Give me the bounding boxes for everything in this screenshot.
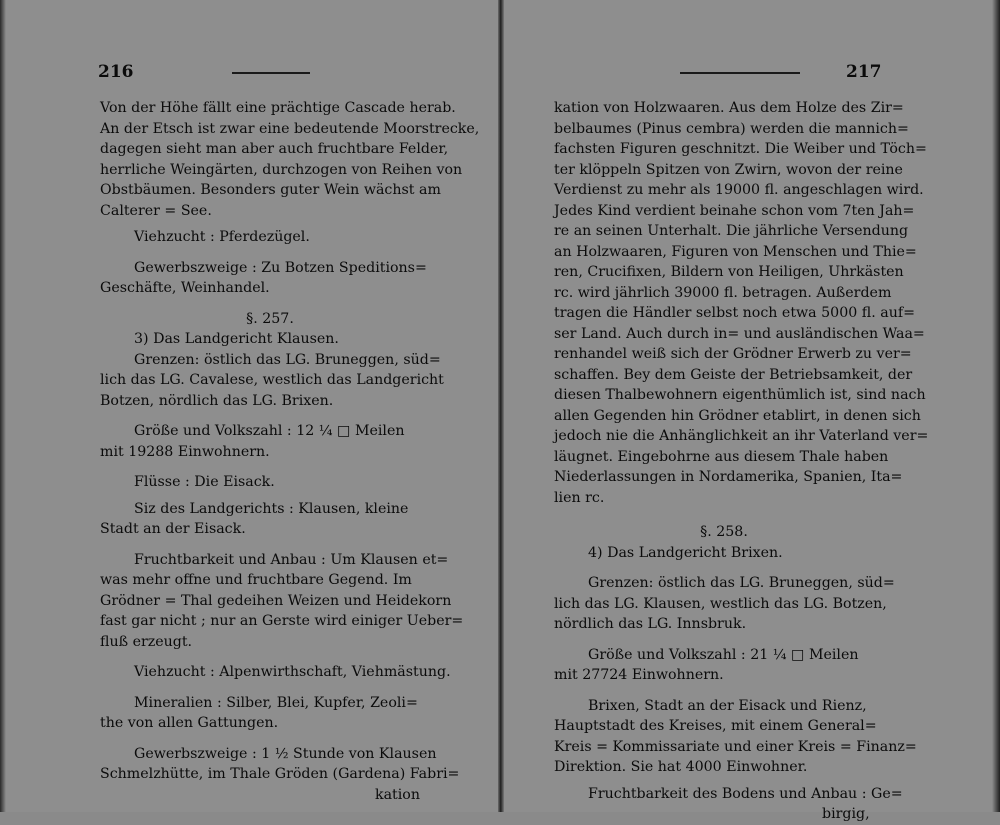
page-number-left: 216 — [98, 62, 134, 82]
text-line: herrliche Weingärten, durchzogen von Reihen von — [100, 161, 463, 178]
text-line: Größe und Volkszahl : 21 ¼ □ Meilen — [588, 646, 859, 663]
page-number-right: 217 — [846, 62, 882, 82]
text-line: kation von Holzwaaren. Aus dem Holze des Zir= — [554, 100, 904, 116]
text-line: re an seinen Unterhalt. Die jährliche Versendung — [554, 223, 909, 239]
text-line: Grenzen: östlich das LG. Bruneggen, süd= — [588, 575, 895, 591]
text-line: Hauptstadt des Kreises, mit einem General= — [554, 718, 877, 734]
text-line: Geschäfte, Weinhandel. — [100, 280, 270, 296]
text-line: Flüsse : Die Eisack. — [134, 474, 275, 490]
text-line: Fruchtbarkeit und Anbau : Um Klausen et= — [134, 551, 449, 568]
text-line: Grenzen: östlich das LG. Bruneggen, süd= — [134, 351, 441, 368]
text-line: Größe und Volkszahl : 12 ¼ □ Meilen — [134, 423, 405, 439]
text-line: Von der Höhe fällt eine prächtige Cascade herab. — [100, 100, 456, 116]
right-page — [504, 0, 1000, 822]
text-line: Direktion. Sie hat 4000 Einwohner. — [554, 759, 808, 775]
subsection-heading: 4) Das Landgericht Brixen. — [588, 544, 783, 561]
text-line: Kreis = Kommissariate und einer Kreis = Finanz= — [554, 738, 917, 755]
text-line: renhandel weiß sich der Grödner Erwerb zu ver= — [554, 346, 912, 362]
text-line: lich das LG. Klausen, westlich das LG. Botzen, — [554, 595, 887, 612]
text-line: mit 19288 Einwohnern. — [100, 443, 270, 460]
text-line: tragen die Händler selbst noch etwa 5000 fl. auf= — [554, 305, 915, 321]
text-line: rc. wird jährlich 39000 fl. betragen. Außerdem — [554, 284, 892, 301]
catchword: birgig, — [822, 806, 870, 822]
header-rule-left — [232, 72, 310, 74]
text-line: Viehzucht : Alpenwirthschaft, Viehmästung. — [134, 664, 451, 680]
text-line: dagegen sieht man aber auch fruchtbare Felder, — [100, 141, 449, 157]
text-line: Verdienst zu mehr als 19000 fl. angeschlagen wird. — [554, 182, 924, 198]
text-line: Brixen, Stadt an der Eisack und Rienz, — [588, 697, 867, 714]
section-heading: §. 258. — [700, 524, 748, 540]
header-rule-right — [680, 72, 800, 74]
text-line: Jedes Kind verdient beinahe schon vom 7ten Jah= — [554, 202, 915, 219]
text-line: schaffen. Bey dem Geiste der Betriebsamkeit, der — [554, 366, 913, 383]
text-line: läugnet. Eingebohrne aus diesem Thale haben — [554, 448, 889, 465]
text-line: jedoch nie die Anhänglichkeit an ihr Vaterland ver= — [554, 428, 929, 444]
text-line: Calterer = See. — [100, 202, 212, 219]
left-page — [0, 0, 498, 812]
text-line: allen Gegenden hin Grödner etablirt, in denen sich — [554, 407, 921, 424]
text-line: the von allen Gattungen. — [100, 715, 279, 731]
text-line: Grödner = Thal gedeihen Weizen und Heidekorn — [100, 592, 452, 609]
text-line: Niederlassungen in Nordamerika, Spanien, Ita= — [554, 469, 903, 485]
text-line: Schmelzhütte, im Thale Gröden (Gardena) Fabri= — [100, 766, 460, 782]
text-line: fluß erzeugt. — [100, 633, 193, 650]
catchword: kation — [375, 786, 420, 803]
text-line: An der Etsch ist zwar eine bedeutende Moorstrecke, — [100, 120, 480, 137]
text-line: Gewerbszweige : 1 ½ Stunde von Klausen — [134, 745, 437, 762]
section-heading: §. 257. — [246, 310, 294, 327]
page-edge-shadow — [992, 0, 1000, 812]
text-line: nördlich das LG. Innsbruk. — [554, 616, 747, 632]
right-page-text — [554, 98, 928, 825]
text-line: Viehzucht : Pferdezügel. — [134, 229, 310, 245]
text-line: Mineralien : Silber, Blei, Kupfer, Zeoli= — [134, 694, 418, 711]
text-line: mit 27724 Einwohnern. — [554, 667, 724, 683]
text-line: Botzen, nördlich das LG. Brixen. — [100, 392, 334, 409]
text-line: lich das LG. Cavalese, westlich das Landgericht — [100, 372, 444, 388]
text-line: an Holzwaaren, Figuren von Menschen und Thie= — [554, 243, 917, 260]
text-line: ren, Crucifixen, Bildern von Heiligen, Uhrkästen — [554, 264, 904, 280]
text-line: Stadt an der Eisack. — [100, 521, 246, 537]
text-line: fachsten Figuren geschnitzt. Die Weiber und Töch= — [554, 141, 927, 157]
text-line: was mehr offne und fruchtbare Gegend. Im — [100, 572, 412, 588]
text-line: fast gar nicht ; nur an Gerste wird einiger Ueber= — [100, 613, 464, 629]
text-line: belbaumes (Pinus cembra) werden die mannich= — [554, 120, 909, 137]
text-line: Gewerbszweige : Zu Botzen Speditions= — [134, 259, 427, 276]
text-line: diesen Thalbewohnern eigenthümlich ist, sind nach — [554, 387, 926, 403]
page-edge-shadow — [0, 0, 6, 812]
text-line: Siz des Landgerichts : Klausen, kleine — [134, 500, 409, 517]
text-line: Obstbäumen. Besonders guter Wein wächst am — [100, 182, 441, 198]
text-line: ter klöppeln Spitzen von Zwirn, wovon der reine — [554, 161, 903, 178]
left-page-text — [100, 98, 479, 805]
text-line: ser Land. Auch durch in= und ausländischen Waa= — [554, 325, 925, 342]
subsection-heading: 3) Das Landgericht Klausen. — [134, 331, 339, 347]
text-line: lien rc. — [554, 489, 605, 506]
text-line: Fruchtbarkeit des Bodens und Anbau : Ge= — [588, 785, 903, 802]
